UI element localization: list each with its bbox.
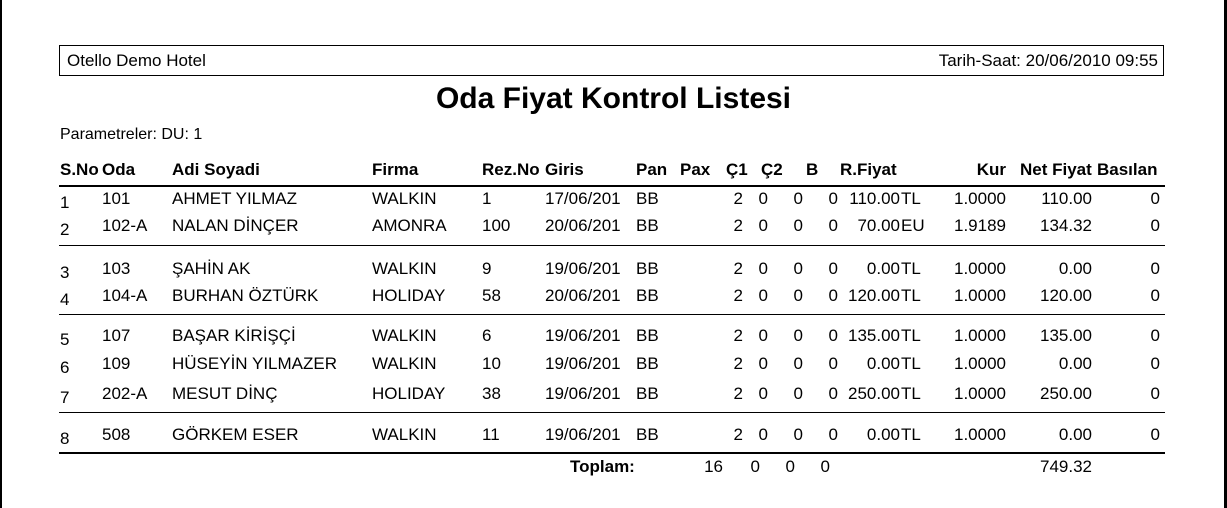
cell-net: 0.00 bbox=[1058, 425, 1092, 444]
cell-giris: 20/06/201 bbox=[545, 286, 621, 305]
cell-basilan: 0 bbox=[1150, 326, 1160, 345]
cell-firma: WALKIN bbox=[372, 326, 437, 345]
cell-cur: TL bbox=[901, 259, 921, 278]
cell-oda: 202-A bbox=[102, 384, 148, 403]
cell-net: 0.00 bbox=[1058, 259, 1092, 278]
cell-firma: WALKIN bbox=[372, 259, 437, 278]
cell-firma: WALKIN bbox=[372, 354, 437, 373]
total-c1: 0 bbox=[750, 457, 760, 476]
cell-c2: 0 bbox=[793, 286, 803, 305]
column-header-oda: Oda bbox=[102, 160, 136, 179]
cell-basilan: 0 bbox=[1150, 259, 1160, 278]
cell-rfiyat: 110.00 bbox=[849, 189, 900, 208]
column-header-adi: Adi Soyadi bbox=[172, 160, 260, 179]
cell-c1: 0 bbox=[758, 189, 768, 208]
column-header-rfiyat: R.Fiyat bbox=[840, 160, 897, 179]
cell-rfiyat: 0.00 bbox=[866, 354, 900, 373]
column-header-basilan: Basılan bbox=[1097, 160, 1158, 179]
cell-c2: 0 bbox=[793, 354, 803, 373]
cell-kur: 1.9189 bbox=[954, 216, 1006, 235]
cell-cur: TL bbox=[901, 326, 921, 345]
total-c2: 0 bbox=[785, 457, 795, 476]
cell-b: 0 bbox=[828, 425, 838, 444]
cell-b: 0 bbox=[828, 286, 838, 305]
total-net: 749.32 bbox=[1040, 457, 1092, 476]
column-header-pan: Pan bbox=[636, 160, 668, 179]
column-header-sno: S.No bbox=[60, 160, 99, 179]
cell-oda: 104-A bbox=[102, 286, 148, 305]
cell-c2: 0 bbox=[793, 189, 803, 208]
cell-adi: BAŞAR KİRİŞÇİ bbox=[172, 326, 296, 345]
cell-b: 0 bbox=[828, 384, 838, 403]
cell-rez: 6 bbox=[482, 326, 492, 345]
column-header-rez: Rez.No bbox=[482, 160, 540, 179]
hotel-name: Otello Demo Hotel bbox=[67, 51, 206, 70]
cell-giris: 17/06/201 bbox=[545, 189, 621, 208]
cell-sno: 8 bbox=[60, 429, 70, 448]
cell-firma: HOLIDAY bbox=[372, 384, 446, 403]
totals-label: Toplam: bbox=[570, 457, 635, 476]
cell-pan: BB bbox=[636, 216, 659, 235]
cell-rfiyat: 70.00 bbox=[857, 216, 900, 235]
row-separator bbox=[59, 314, 1165, 315]
cell-b: 0 bbox=[828, 259, 838, 278]
cell-pan: BB bbox=[636, 425, 659, 444]
cell-adi: HÜSEYİN YILMAZER bbox=[172, 354, 338, 373]
cell-kur: 1.0000 bbox=[954, 259, 1006, 278]
cell-cur: TL bbox=[901, 189, 921, 208]
cell-basilan: 0 bbox=[1150, 354, 1160, 373]
datetime-value: 20/06/2010 09:55 bbox=[1025, 51, 1158, 70]
column-header-pax: Pax bbox=[680, 160, 711, 179]
cell-pax: 2 bbox=[733, 259, 743, 278]
cell-rez: 11 bbox=[482, 425, 500, 444]
cell-sno: 5 bbox=[60, 330, 70, 349]
cell-adi: MESUT DİNÇ bbox=[172, 384, 278, 403]
column-header-c2: Ç2 bbox=[761, 160, 783, 179]
cell-basilan: 0 bbox=[1150, 216, 1160, 235]
cell-rez: 58 bbox=[482, 286, 501, 305]
cell-basilan: 0 bbox=[1150, 189, 1160, 208]
cell-rez: 1 bbox=[482, 189, 492, 208]
column-header-b: B bbox=[806, 160, 819, 179]
cell-kur: 1.0000 bbox=[954, 384, 1006, 403]
cell-rfiyat: 0.00 bbox=[866, 425, 900, 444]
cell-rfiyat: 120.00 bbox=[848, 286, 900, 305]
cell-cur: TL bbox=[901, 425, 921, 444]
cell-pan: BB bbox=[636, 189, 659, 208]
cell-net: 134.32 bbox=[1040, 216, 1092, 235]
cell-rez: 100 bbox=[482, 216, 511, 235]
cell-oda: 109 bbox=[102, 354, 131, 373]
cell-c1: 0 bbox=[758, 259, 768, 278]
cell-pan: BB bbox=[636, 354, 659, 373]
cell-cur: EU bbox=[901, 216, 925, 235]
cell-cur: TL bbox=[901, 286, 921, 305]
left-page-border bbox=[0, 0, 2, 508]
cell-rfiyat: 0.00 bbox=[866, 259, 900, 278]
cell-rfiyat: 250.00 bbox=[848, 384, 900, 403]
cell-net: 250.00 bbox=[1040, 384, 1092, 403]
cell-b: 0 bbox=[828, 216, 838, 235]
total-pax: 16 bbox=[704, 457, 723, 476]
cell-kur: 1.0000 bbox=[954, 189, 1006, 208]
cell-firma: WALKIN bbox=[372, 189, 437, 208]
cell-sno: 7 bbox=[60, 388, 70, 407]
cell-adi: NALAN DİNÇER bbox=[172, 216, 299, 235]
cell-net: 0.00 bbox=[1058, 354, 1092, 373]
cell-net: 110.00 bbox=[1041, 189, 1092, 208]
row-separator bbox=[59, 412, 1165, 413]
cell-oda: 103 bbox=[102, 259, 131, 278]
cell-oda: 102-A bbox=[102, 216, 148, 235]
cell-oda: 101 bbox=[102, 189, 131, 208]
cell-giris: 19/06/201 bbox=[545, 354, 621, 373]
cell-sno: 1 bbox=[60, 193, 70, 212]
cell-rfiyat: 135.00 bbox=[848, 326, 900, 345]
cell-sno: 6 bbox=[60, 358, 70, 377]
cell-net: 135.00 bbox=[1040, 326, 1092, 345]
cell-cur: TL bbox=[901, 354, 921, 373]
cell-pan: BB bbox=[636, 259, 659, 278]
cell-basilan: 0 bbox=[1150, 384, 1160, 403]
cell-oda: 107 bbox=[102, 326, 131, 345]
datetime-label: Tarih-Saat: bbox=[938, 51, 1021, 70]
cell-c1: 0 bbox=[758, 286, 768, 305]
column-header-firma: Firma bbox=[372, 160, 419, 179]
cell-pax: 2 bbox=[733, 354, 743, 373]
cell-giris: 20/06/201 bbox=[545, 216, 621, 235]
cell-pan: BB bbox=[636, 286, 659, 305]
column-header-net: Net Fiyat bbox=[1020, 160, 1092, 179]
cell-adi: ŞAHİN AK bbox=[172, 259, 251, 278]
cell-adi: BURHAN ÖZTÜRK bbox=[172, 286, 319, 305]
cell-b: 0 bbox=[828, 326, 838, 345]
cell-c2: 0 bbox=[793, 259, 803, 278]
cell-c1: 0 bbox=[758, 425, 768, 444]
cell-sno: 3 bbox=[60, 263, 70, 282]
cell-c1: 0 bbox=[758, 326, 768, 345]
cell-kur: 1.0000 bbox=[954, 326, 1006, 345]
cell-c1: 0 bbox=[758, 216, 768, 235]
report-title: Oda Fiyat Kontrol Listesi bbox=[435, 82, 792, 115]
cell-oda: 508 bbox=[102, 425, 131, 444]
row-separator bbox=[59, 452, 1165, 454]
cell-rez: 38 bbox=[482, 384, 501, 403]
cell-b: 0 bbox=[828, 189, 838, 208]
cell-pax: 2 bbox=[733, 384, 743, 403]
report-parameters: Parametreler: DU: 1 bbox=[60, 126, 203, 143]
cell-b: 0 bbox=[828, 354, 838, 373]
cell-kur: 1.0000 bbox=[954, 286, 1006, 305]
cell-firma: HOLIDAY bbox=[372, 286, 446, 305]
cell-sno: 2 bbox=[60, 220, 70, 239]
cell-kur: 1.0000 bbox=[954, 425, 1006, 444]
cell-pax: 2 bbox=[733, 286, 743, 305]
row-separator bbox=[59, 185, 1165, 187]
total-b: 0 bbox=[820, 457, 830, 476]
row-separator bbox=[59, 245, 1165, 246]
cell-c2: 0 bbox=[793, 326, 803, 345]
cell-c1: 0 bbox=[758, 354, 768, 373]
cell-basilan: 0 bbox=[1150, 286, 1160, 305]
cell-pax: 2 bbox=[733, 189, 743, 208]
cell-pax: 2 bbox=[733, 216, 743, 235]
cell-firma: AMONRA bbox=[372, 216, 447, 235]
report-header-box bbox=[59, 45, 1164, 76]
column-header-c1: Ç1 bbox=[726, 160, 748, 179]
cell-adi: GÖRKEM ESER bbox=[172, 425, 299, 444]
cell-c2: 0 bbox=[793, 216, 803, 235]
cell-net: 120.00 bbox=[1040, 286, 1092, 305]
report-datetime bbox=[939, 51, 1158, 71]
cell-giris: 19/06/201 bbox=[545, 384, 621, 403]
cell-c2: 0 bbox=[793, 384, 803, 403]
cell-rez: 9 bbox=[482, 259, 492, 278]
cell-giris: 19/06/201 bbox=[545, 326, 621, 345]
cell-pan: BB bbox=[636, 326, 659, 345]
cell-sno: 4 bbox=[60, 290, 70, 309]
column-header-kur: Kur bbox=[976, 160, 1006, 179]
cell-firma: WALKIN bbox=[372, 425, 437, 444]
cell-basilan: 0 bbox=[1150, 425, 1160, 444]
cell-c2: 0 bbox=[793, 425, 803, 444]
cell-giris: 19/06/201 bbox=[545, 259, 621, 278]
cell-pan: BB bbox=[636, 384, 659, 403]
cell-giris: 19/06/201 bbox=[545, 425, 621, 444]
cell-pax: 2 bbox=[733, 326, 743, 345]
cell-cur: TL bbox=[901, 384, 921, 403]
cell-pax: 2 bbox=[733, 425, 743, 444]
cell-c1: 0 bbox=[758, 384, 768, 403]
cell-adi: AHMET YILMAZ bbox=[172, 189, 298, 208]
cell-kur: 1.0000 bbox=[954, 354, 1006, 373]
cell-rez: 10 bbox=[482, 354, 501, 373]
column-header-giris: Giris bbox=[545, 160, 584, 179]
